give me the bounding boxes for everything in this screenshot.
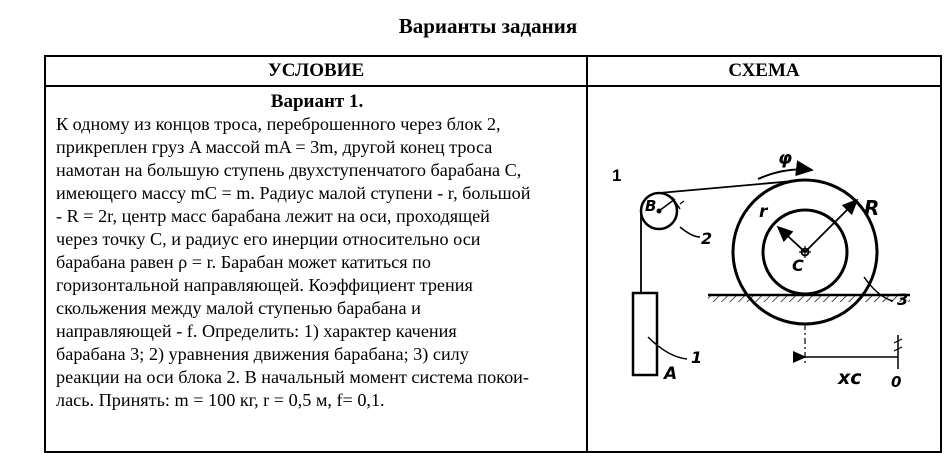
condition-line: горизонтальной направляющей. Коэффициент трения bbox=[56, 275, 473, 295]
condition-text bbox=[56, 113, 578, 412]
radius-r-arrow bbox=[778, 227, 805, 252]
label-1: 1 bbox=[691, 348, 703, 367]
A-label: A bbox=[664, 364, 678, 384]
condition-header: УСЛОВИЕ bbox=[45, 56, 587, 86]
table-header-row bbox=[45, 56, 941, 86]
assignment-table bbox=[44, 55, 942, 453]
origin-label: 0 bbox=[891, 373, 902, 391]
guide-rail bbox=[708, 295, 910, 302]
condition-line: лась. Принять: m = 100 кг, r = 0,5 м, f= 0,1. bbox=[56, 390, 385, 410]
condition-cell bbox=[45, 86, 587, 452]
variant-title: Вариант 1. bbox=[270, 91, 364, 112]
condition-line: направляющей - f. Определить: 1) характер качения bbox=[56, 321, 457, 341]
condition-line: имеющего массу mC = m. Радиус малой ступени - r, большой bbox=[56, 183, 531, 203]
condition-line: барабана равен ρ = r. Барабан может катиться по bbox=[56, 252, 431, 272]
scheme-number: 1 bbox=[612, 166, 622, 185]
condition-line: скольжения между малой ступенью барабана и bbox=[56, 298, 421, 318]
xc-label: xc bbox=[838, 367, 862, 389]
rope-horizontal bbox=[659, 180, 805, 193]
condition-line: реакции на оси блока 2. В начальный момент система покои- bbox=[56, 367, 529, 387]
mechanism-diagram bbox=[588, 87, 942, 447]
rotation-arrow bbox=[758, 169, 812, 179]
label-2: 2 bbox=[701, 229, 713, 248]
scheme-cell bbox=[587, 86, 941, 452]
condition-line: - R = 2r, центр масс барабана лежит на оси, проходящей bbox=[56, 206, 490, 226]
scheme-header: СХЕМА bbox=[587, 56, 941, 86]
B-label: B bbox=[645, 197, 657, 215]
r-label: r bbox=[759, 202, 768, 222]
load-A bbox=[633, 293, 657, 375]
condition-line: намотан на большую ступень двухступенчатого барабана C, bbox=[56, 160, 522, 180]
condition-line: через точку С, и радиус его инерции относительно оси bbox=[56, 229, 481, 249]
R-label: R bbox=[864, 196, 880, 220]
condition-line: К одному из концов троса, переброшенного через блок 2, bbox=[56, 114, 501, 134]
table-row bbox=[45, 86, 941, 452]
phi-label: φ bbox=[778, 148, 793, 169]
C-label: C bbox=[792, 256, 804, 275]
radius-R-arrow bbox=[805, 200, 857, 252]
condition-line: барабана 3; 2) уравнения движения барабана; 3) силу bbox=[56, 344, 469, 364]
label-3: 3 bbox=[897, 290, 909, 309]
page-title: Варианты задания bbox=[398, 14, 578, 38]
condition-line: прикреплен груз A массой mA = 3m, другой конец троса bbox=[56, 137, 493, 157]
